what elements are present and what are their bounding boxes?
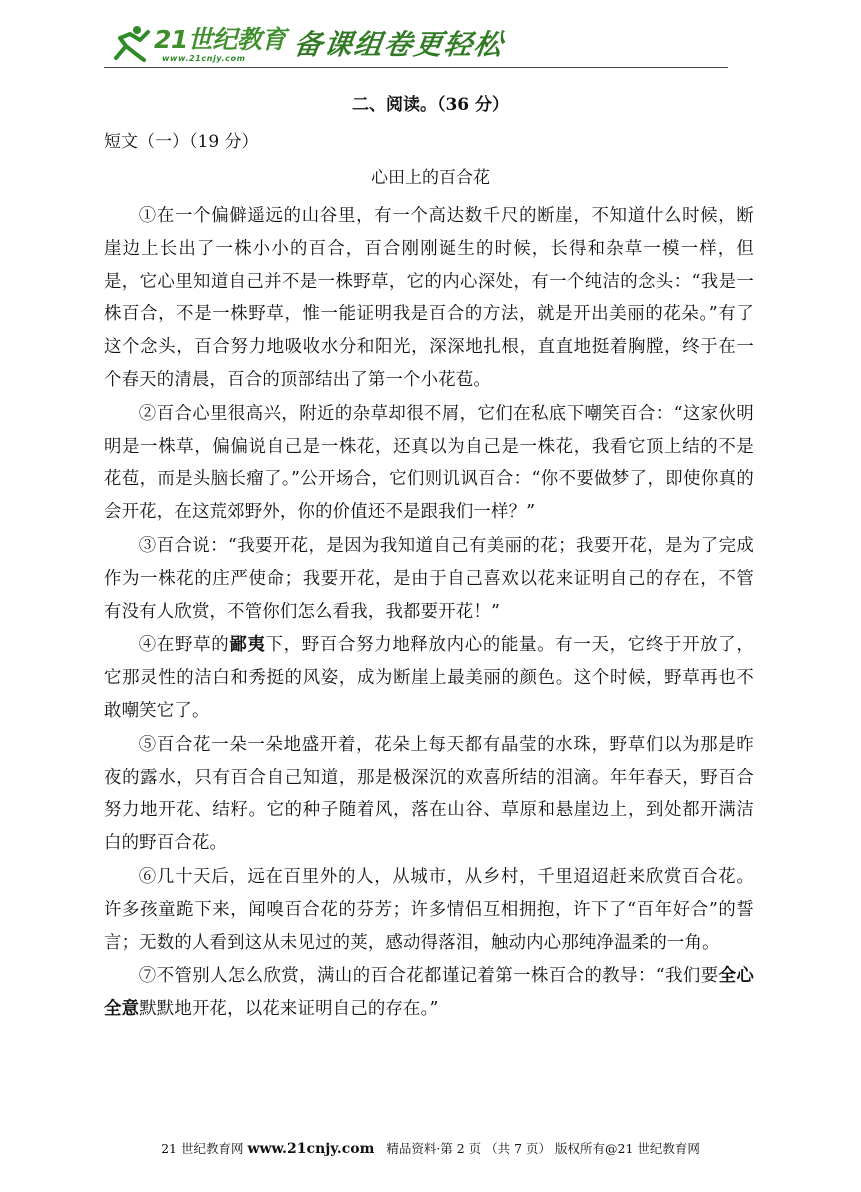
paragraph-3: ③百合说：“我要开花，是因为我知道自己有美丽的花；我要开花，是为了完成作为一株花的庄严使命；我要开花，是由于自己喜欢以花来证明自己的存在，不管有没有人欣赏，不管你们怎么看我，我都要开花！”	[104, 535, 754, 622]
emphasized-word: 鄙夷	[229, 635, 266, 656]
runner-logo-icon	[110, 24, 154, 64]
page-footer	[0, 1140, 861, 1158]
paragraph-4: ④在野草的鄙夷下，野百合努力地释放内心的能量。有一天，它终于开放了，它那灵性的洁白和秀挺的风姿，成为断崖上最美丽的颜色。这个时候，野草再也不敢嘲笑它了。	[104, 635, 754, 721]
header-slogan: 备课组卷更轻松	[291, 28, 507, 61]
paragraph-2: ②百合心里很高兴，附近的杂草却很不屑，它们在私底下嘲笑百合：“这家伙明明是一株草，偏偏说自己是一株花，还真以为自己是一株花，我看它顶上结的不是花苞，而是头脑长瘤了。”公开场合，它们则讥讽百合：“你不要做梦了，即使你真的会开花，在这荒郊野外，你的价值还不是跟我们一样？”	[104, 403, 754, 523]
paragraph-6: ⑥几十天后，远在百里外的人，从城市，从乡村，千里迢迢赶来欣赏百合花。许多孩童跪下来，闻嗅百合花的芬芳；许多情侣互相拥抱，许下了“百年好合”的誓言；无数的人看到这从未见过的荚，感动得落泪，触动内心那纯净温柔的一角。	[104, 866, 754, 953]
article-body	[104, 200, 754, 1027]
subsection-title: 短文（一）（19 分）	[104, 132, 259, 152]
paragraph-7: ⑦不管别人怎么欣赏，满山的百合花都谨记着第一株百合的教导：“我们要全心全意默默地开花，以花来证明自己的存在。”	[104, 966, 754, 1020]
footer-prefix: 21 世纪教育网	[161, 1141, 244, 1156]
footer-info: 精品资料·第 2 页 （共 7 页） 版权所有@21 世纪教育网	[386, 1141, 700, 1156]
article-title: 心田上的百合花	[371, 168, 490, 188]
section-title: 二、阅读。（36 分）	[351, 95, 510, 115]
paragraph-5: ⑤百合花一朵一朵地盛开着，花朵上每天都有晶莹的水珠，野草们以为那是昨夜的露水，只有百合自己知道，那是极深沉的欢喜所结的泪滴。年年春天，野百合努力地开花、结籽。它的种子随着风，落在山谷、草原和悬崖边上，到处都开满洁白的野百合花。	[104, 734, 754, 854]
logo-url: www.21cnjy.com	[162, 54, 246, 63]
header-divider	[104, 67, 728, 68]
page-header	[104, 22, 728, 72]
footer-site-link[interactable]: www.21cnjy.com	[247, 1141, 375, 1157]
logo-text: 21世纪教育	[154, 25, 286, 54]
emphasized-word: 全心全意	[104, 966, 754, 1020]
paragraph-1: ①在一个偏僻遥远的山谷里，有一个高达数千尺的断崖，不知道什么时候，断崖边上长出了一株小小的百合，百合刚刚诞生的时候，长得和杂草一模一样，但是，它心里知道自己并不是一株野草，它的内心深处，有一个纯洁的念头：“我是一株百合，不是一株野草，惟一能证明我是百合的方法，就是开出美丽的花朵。”有了这个念头，百合努力地吸收水分和阳光，深深地扎根，直直地挺着胸膛，终于在一个春天的清晨，百合的顶部结出了第一个小花苞。	[104, 206, 754, 390]
